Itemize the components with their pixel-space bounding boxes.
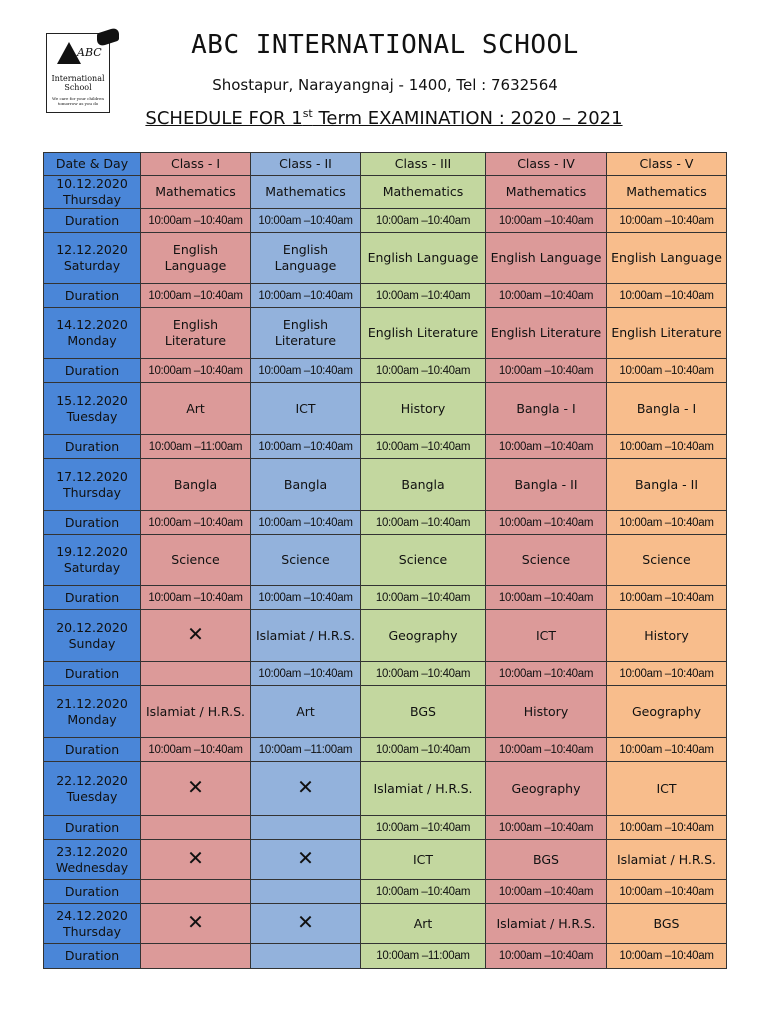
exam-day: Wednesday <box>55 859 129 875</box>
duration-row <box>44 738 727 762</box>
subject-cell: English Language <box>361 233 486 284</box>
duration-cell <box>251 880 361 904</box>
duration-cell: 10:00am –10:40am <box>251 359 361 383</box>
date-cell <box>44 176 141 209</box>
duration-cell: 10:00am –10:40am <box>486 209 607 233</box>
duration-cell: 10:00am –10:40am <box>251 511 361 535</box>
duration-label: Duration <box>44 511 141 535</box>
subject-cell: ICT <box>486 610 607 662</box>
subject-cell: Bangla - II <box>607 459 727 511</box>
subject-cell: English Language <box>607 233 727 284</box>
subject-cell: ICT <box>607 762 727 816</box>
subject-cell: English Literature <box>486 308 607 359</box>
exam-day: Thursday <box>62 192 122 207</box>
logo-flag-icon <box>97 26 119 47</box>
column-header: Class - V <box>607 153 727 176</box>
duration-cell: 10:00am –11:00am <box>361 944 486 969</box>
cross-icon: ✕ <box>297 910 314 934</box>
duration-label: Duration <box>44 944 141 969</box>
duration-cell: 10:00am –10:40am <box>607 880 727 904</box>
exam-day: Saturday <box>63 258 121 273</box>
duration-cell: 10:00am –10:40am <box>486 944 607 969</box>
duration-cell: 10:00am –10:40am <box>361 816 486 840</box>
duration-cell: 10:00am –10:40am <box>361 662 486 686</box>
duration-row <box>44 586 727 610</box>
school-logo <box>46 33 110 113</box>
cross-icon <box>251 762 361 816</box>
date-cell <box>44 840 141 880</box>
subject-cell: Islamiat / H.R.S. <box>607 840 727 880</box>
subject-cell: English Language <box>486 233 607 284</box>
subject-cell: English Literature <box>141 308 251 359</box>
duration-cell: 10:00am –10:40am <box>361 511 486 535</box>
exam-day: Tuesday <box>66 408 118 424</box>
exam-row <box>44 610 727 662</box>
duration-cell: 10:00am –10:40am <box>486 880 607 904</box>
duration-cell: 10:00am –10:40am <box>361 284 486 308</box>
subject-cell: Islamiat / H.R.S. <box>141 686 251 738</box>
duration-row <box>44 284 727 308</box>
subject-cell: Art <box>141 383 251 435</box>
duration-cell: 10:00am –10:40am <box>141 284 251 308</box>
table-header-row <box>44 153 727 176</box>
subject-cell: English Literature <box>251 308 361 359</box>
date-cell <box>44 308 141 359</box>
exam-day: Sunday <box>68 635 116 651</box>
exam-row <box>44 233 727 284</box>
duration-label: Duration <box>44 284 141 308</box>
subject-cell: Islamiat / H.R.S. <box>486 904 607 944</box>
subject-cell: History <box>607 610 727 662</box>
exam-row <box>44 535 727 586</box>
cross-icon: ✕ <box>187 775 204 799</box>
subject-cell: Bangla - I <box>607 383 727 435</box>
duration-cell <box>251 816 361 840</box>
date-cell <box>44 233 141 284</box>
duration-cell: 10:00am –10:40am <box>607 662 727 686</box>
duration-cell: 10:00am –10:40am <box>486 816 607 840</box>
schedule-title-suffix: Term EXAMINATION : 2020 – 2021 <box>312 108 623 129</box>
duration-label: Duration <box>44 880 141 904</box>
duration-cell: 10:00am –10:40am <box>486 586 607 610</box>
duration-row <box>44 511 727 535</box>
subject-cell: Science <box>607 535 727 586</box>
duration-cell: 10:00am –10:40am <box>141 511 251 535</box>
date-cell <box>44 762 141 816</box>
date-cell <box>44 686 141 738</box>
subject-cell: Mathematics <box>361 176 486 209</box>
exam-date: 17.12.2020 <box>56 468 128 484</box>
duration-cell: 10:00am –10:40am <box>251 586 361 610</box>
cross-icon <box>141 840 251 880</box>
duration-row <box>44 944 727 969</box>
subject-cell: BGS <box>486 840 607 880</box>
duration-cell <box>251 944 361 969</box>
subject-cell: Islamiat / H.R.S. <box>361 762 486 816</box>
cross-icon: ✕ <box>187 622 204 646</box>
duration-row <box>44 816 727 840</box>
duration-cell: 10:00am –10:40am <box>251 662 361 686</box>
duration-cell <box>141 880 251 904</box>
cross-icon <box>251 840 361 880</box>
subject-cell: Islamiat / H.R.S. <box>251 610 361 662</box>
date-cell <box>44 459 141 511</box>
subject-cell: Art <box>251 686 361 738</box>
subject-cell: Geography <box>486 762 607 816</box>
exam-day: Thursday <box>62 923 122 939</box>
exam-row <box>44 459 727 511</box>
exam-day: Thursday <box>62 484 122 500</box>
subject-cell: English Literature <box>361 308 486 359</box>
duration-cell: 10:00am –10:40am <box>361 209 486 233</box>
subject-cell: Geography <box>607 686 727 738</box>
duration-cell: 10:00am –10:40am <box>486 359 607 383</box>
cross-icon <box>141 762 251 816</box>
column-header: Class - III <box>361 153 486 176</box>
duration-cell: 10:00am –10:40am <box>607 944 727 969</box>
duration-cell: 10:00am –10:40am <box>486 435 607 459</box>
duration-cell: 10:00am –10:40am <box>251 284 361 308</box>
duration-row <box>44 662 727 686</box>
duration-label: Duration <box>44 586 141 610</box>
duration-cell: 10:00am –11:00am <box>141 435 251 459</box>
exam-day: Tuesday <box>66 788 118 804</box>
exam-day: Monday <box>67 333 117 348</box>
date-cell <box>44 383 141 435</box>
schedule-body <box>44 176 727 969</box>
exam-date: 19.12.2020 <box>56 544 128 559</box>
subject-cell: BGS <box>607 904 727 944</box>
date-cell <box>44 610 141 662</box>
duration-cell: 10:00am –10:40am <box>486 511 607 535</box>
cross-icon: ✕ <box>187 910 204 934</box>
subject-cell: Mathematics <box>607 176 727 209</box>
subject-cell: Science <box>486 535 607 586</box>
exam-row <box>44 686 727 738</box>
exam-day: Saturday <box>63 560 121 575</box>
duration-cell <box>141 816 251 840</box>
subject-cell: Science <box>251 535 361 586</box>
duration-cell: 10:00am –10:40am <box>361 359 486 383</box>
exam-row <box>44 176 727 209</box>
subject-cell: History <box>486 686 607 738</box>
exam-row <box>44 762 727 816</box>
duration-label: Duration <box>44 359 141 383</box>
school-address: Shostapur, Narayangnaj - 1400, Tel : 7632564 <box>212 76 558 94</box>
duration-label: Duration <box>44 738 141 762</box>
cross-icon: ✕ <box>297 775 314 799</box>
exam-day: Monday <box>67 711 117 727</box>
duration-cell: 10:00am –10:40am <box>361 738 486 762</box>
column-header: Date & Day <box>44 153 141 176</box>
exam-date: 20.12.2020 <box>56 619 128 635</box>
duration-cell: 10:00am –10:40am <box>607 209 727 233</box>
subject-cell: Bangla <box>251 459 361 511</box>
subject-cell: Bangla - II <box>486 459 607 511</box>
duration-cell <box>141 944 251 969</box>
duration-label: Duration <box>44 662 141 686</box>
subject-cell: Science <box>141 535 251 586</box>
duration-cell: 10:00am –10:40am <box>607 284 727 308</box>
column-header: Class - II <box>251 153 361 176</box>
exam-date: 21.12.2020 <box>56 695 128 711</box>
cross-icon <box>251 904 361 944</box>
duration-row <box>44 880 727 904</box>
subject-cell: ICT <box>251 383 361 435</box>
date-cell <box>44 535 141 586</box>
date-cell <box>44 904 141 944</box>
exam-date: 12.12.2020 <box>56 242 128 257</box>
logo-brand: ABC <box>77 46 102 59</box>
duration-cell: 10:00am –10:40am <box>607 816 727 840</box>
exam-schedule-table <box>43 152 727 969</box>
cross-icon <box>141 904 251 944</box>
duration-cell: 10:00am –10:40am <box>251 435 361 459</box>
subject-cell: BGS <box>361 686 486 738</box>
subject-cell: Mathematics <box>486 176 607 209</box>
subject-cell: Bangla <box>361 459 486 511</box>
schedule-title-prefix: SCHEDULE FOR 1 <box>145 108 303 129</box>
schedule-title-sup: st <box>302 107 313 120</box>
exam-row <box>44 383 727 435</box>
duration-cell: 10:00am –10:40am <box>361 880 486 904</box>
subject-cell: Geography <box>361 610 486 662</box>
subject-cell: English Language <box>141 233 251 284</box>
exam-row <box>44 840 727 880</box>
exam-row <box>44 308 727 359</box>
duration-cell: 10:00am –10:40am <box>361 586 486 610</box>
duration-cell: 10:00am –10:40am <box>251 209 361 233</box>
duration-row <box>44 435 727 459</box>
duration-cell: 10:00am –10:40am <box>141 209 251 233</box>
exam-date: 15.12.2020 <box>56 392 128 408</box>
cross-icon <box>141 610 251 662</box>
duration-cell: 10:00am –10:40am <box>607 435 727 459</box>
duration-label: Duration <box>44 435 141 459</box>
duration-cell: 10:00am –10:40am <box>607 359 727 383</box>
subject-cell: Science <box>361 535 486 586</box>
subject-cell: Mathematics <box>141 176 251 209</box>
exam-date: 23.12.2020 <box>56 843 128 859</box>
duration-cell: 10:00am –10:40am <box>607 511 727 535</box>
subject-cell: History <box>361 383 486 435</box>
exam-date: 24.12.2020 <box>56 907 128 923</box>
duration-cell: 10:00am –10:40am <box>141 738 251 762</box>
column-header: Class - I <box>141 153 251 176</box>
subject-cell: English Literature <box>607 308 727 359</box>
exam-date: 10.12.2020 <box>56 176 128 191</box>
subject-cell: ICT <box>361 840 486 880</box>
exam-date: 22.12.2020 <box>56 772 128 788</box>
duration-cell: 10:00am –10:40am <box>486 738 607 762</box>
column-header: Class - IV <box>486 153 607 176</box>
duration-cell: 10:00am –11:00am <box>251 738 361 762</box>
cross-icon: ✕ <box>187 846 204 870</box>
logo-text: International School <box>51 74 105 92</box>
school-name: ABC INTERNATIONAL SCHOOL <box>191 30 579 60</box>
duration-cell: 10:00am –10:40am <box>141 586 251 610</box>
exam-row <box>44 904 727 944</box>
subject-cell: Bangla <box>141 459 251 511</box>
subject-cell: Bangla - I <box>486 383 607 435</box>
schedule-title <box>44 107 724 129</box>
duration-cell: 10:00am –10:40am <box>607 738 727 762</box>
duration-label: Duration <box>44 209 141 233</box>
subject-cell: Art <box>361 904 486 944</box>
duration-row <box>44 359 727 383</box>
duration-cell: 10:00am –10:40am <box>361 435 486 459</box>
duration-label: Duration <box>44 816 141 840</box>
duration-cell: 10:00am –10:40am <box>486 662 607 686</box>
subject-cell: English Language <box>251 233 361 284</box>
duration-row <box>44 209 727 233</box>
duration-cell: 10:00am –10:40am <box>141 359 251 383</box>
duration-cell: 10:00am –10:40am <box>486 284 607 308</box>
duration-cell <box>141 662 251 686</box>
logo-motto: We care for your children tomorrow as you do <box>52 96 104 106</box>
exam-date: 14.12.2020 <box>56 317 128 332</box>
cross-icon: ✕ <box>297 846 314 870</box>
duration-cell: 10:00am –10:40am <box>607 586 727 610</box>
subject-cell: Mathematics <box>251 176 361 209</box>
